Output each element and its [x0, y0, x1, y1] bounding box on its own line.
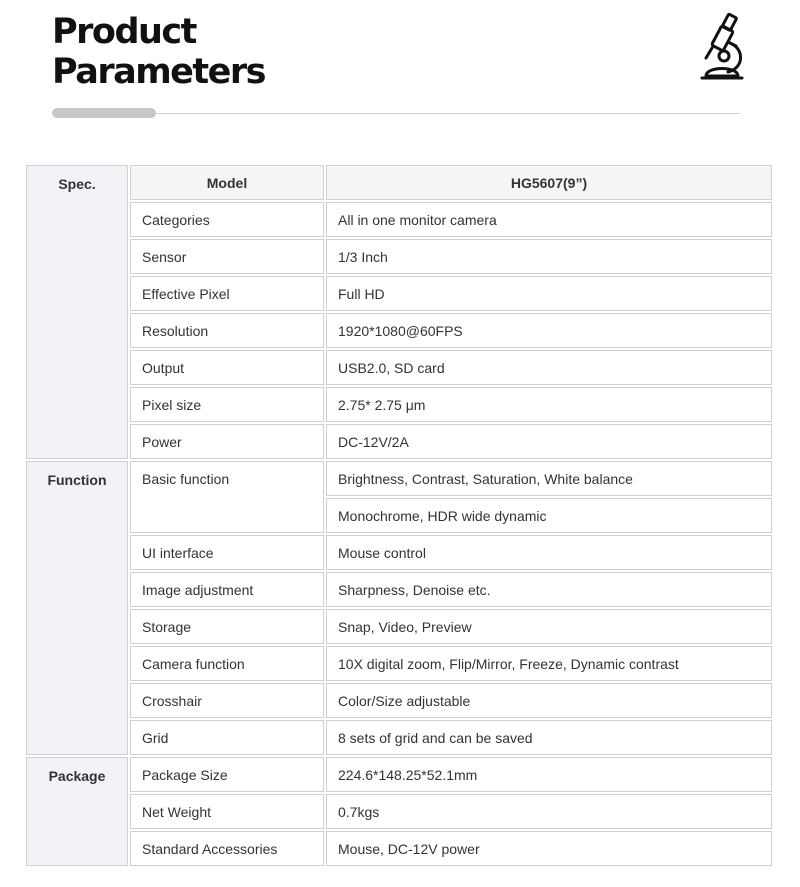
table-row	[26, 757, 772, 792]
param-value: Monochrome, HDR wide dynamic	[326, 498, 772, 533]
param-name: Crosshair	[130, 683, 324, 718]
param-name: Power	[130, 424, 324, 459]
table-row	[26, 535, 772, 570]
param-name: Pixel size	[130, 387, 324, 422]
table-row	[26, 572, 772, 607]
page-title-line-2: Parameters	[52, 52, 265, 92]
column-header-model-value: HG5607(9”)	[326, 165, 772, 200]
param-value: 224.6*148.25*52.1mm	[326, 757, 772, 792]
table-row	[26, 720, 772, 755]
table-row	[26, 461, 772, 496]
microscope-icon	[698, 12, 748, 82]
param-value: 10X digital zoom, Flip/Mirror, Freeze, Dynamic contrast	[326, 646, 772, 681]
param-value: 1/3 Inch	[326, 239, 772, 274]
table-row	[26, 165, 772, 200]
param-name: Basic function	[130, 461, 324, 533]
param-name: Package Size	[130, 757, 324, 792]
section-spec: Spec.	[26, 165, 128, 459]
param-value: Snap, Video, Preview	[326, 609, 772, 644]
table-row	[26, 794, 772, 829]
param-value: Full HD	[326, 276, 772, 311]
param-name: Net Weight	[130, 794, 324, 829]
param-value: USB2.0, SD card	[326, 350, 772, 385]
param-value: Color/Size adjustable	[326, 683, 772, 718]
table-row	[26, 350, 772, 385]
param-name: Resolution	[130, 313, 324, 348]
column-header-model: Model	[130, 165, 324, 200]
section-package: Package	[26, 757, 128, 866]
param-name: Effective Pixel	[130, 276, 324, 311]
param-value: 0.7kgs	[326, 794, 772, 829]
param-value: 2.75* 2.75 μm	[326, 387, 772, 422]
param-value: Brightness, Contrast, Saturation, White balance	[326, 461, 772, 496]
table-row	[26, 609, 772, 644]
param-name: UI interface	[130, 535, 324, 570]
param-name: Grid	[130, 720, 324, 755]
param-name: Standard Accessories	[130, 831, 324, 866]
param-name: Categories	[130, 202, 324, 237]
param-name: Camera function	[130, 646, 324, 681]
table-row	[26, 831, 772, 866]
divider-accent	[52, 108, 156, 118]
table-row	[26, 202, 772, 237]
page-title-line-1: Product	[52, 12, 196, 52]
param-value: DC-12V/2A	[326, 424, 772, 459]
table-row	[26, 239, 772, 274]
section-function: Function	[26, 461, 128, 755]
table-row	[26, 276, 772, 311]
param-value: Mouse control	[326, 535, 772, 570]
param-value: All in one monitor camera	[326, 202, 772, 237]
table-row	[26, 683, 772, 718]
table-row	[26, 313, 772, 348]
table-row	[26, 646, 772, 681]
param-name: Image adjustment	[130, 572, 324, 607]
param-value: 1920*1080@60FPS	[326, 313, 772, 348]
parameters-table	[24, 163, 774, 868]
param-name: Output	[130, 350, 324, 385]
table-row	[26, 424, 772, 459]
param-value: 8 sets of grid and can be saved	[326, 720, 772, 755]
param-name: Sensor	[130, 239, 324, 274]
param-name: Storage	[130, 609, 324, 644]
table-row	[26, 387, 772, 422]
param-value: Mouse, DC-12V power	[326, 831, 772, 866]
param-value: Sharpness, Denoise etc.	[326, 572, 772, 607]
page-title	[52, 12, 265, 92]
